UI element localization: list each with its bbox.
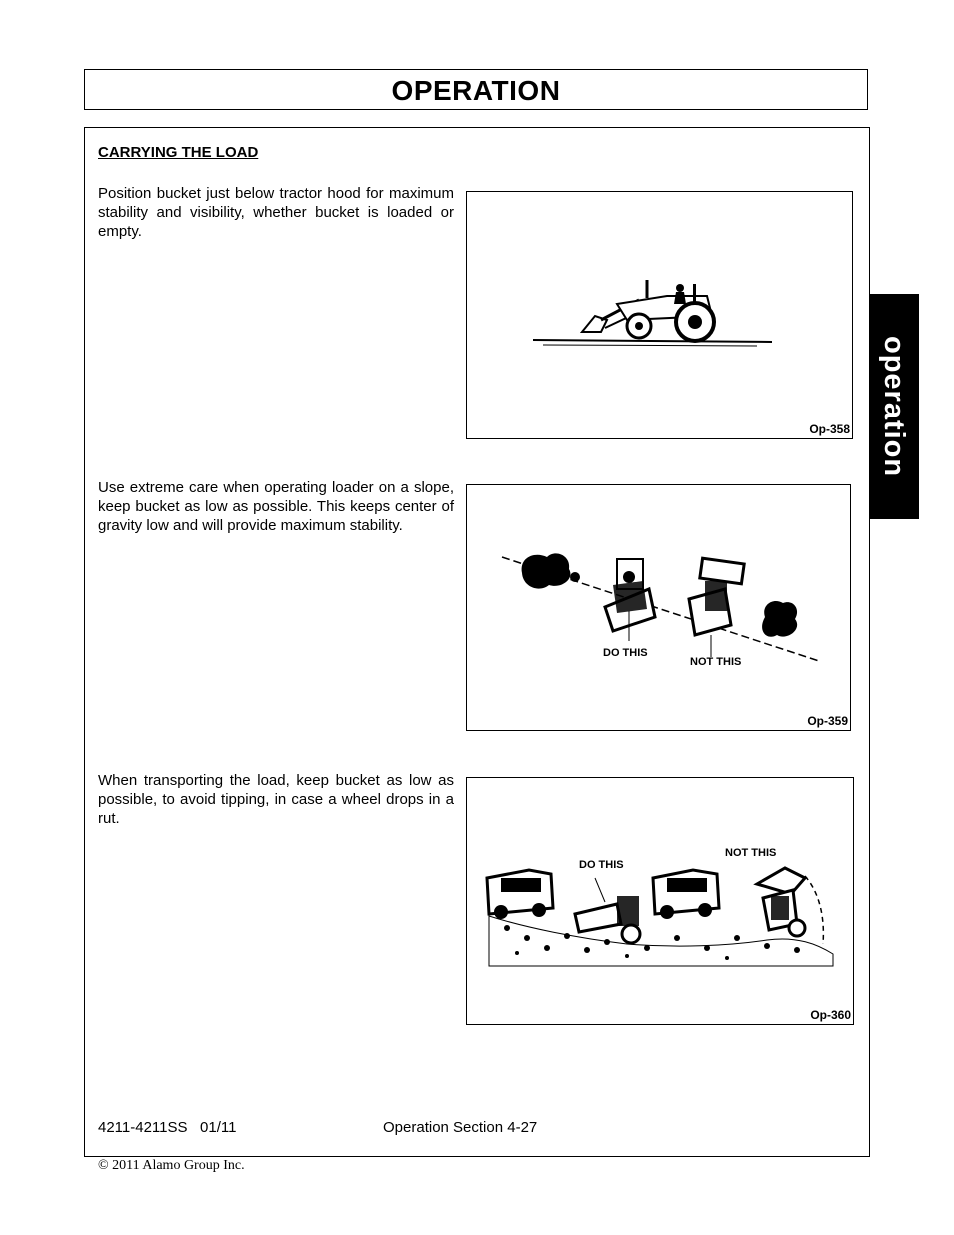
figure-tractor-loader [466, 191, 853, 439]
paragraph-slope-care: Use extreme care when operating loader on a slope, keep bucket as low as possible. This keeps center of gravity low and will provide maximum stability. [98, 479, 454, 534]
transport-illustration [467, 778, 853, 1024]
footer-section-page: Operation Section 4-27 [383, 1119, 538, 1136]
callout-do-this: DO THIS [603, 647, 648, 659]
side-tab-label: operation [878, 335, 910, 478]
callout-do-this: DO THIS [579, 859, 624, 871]
figure-label: Op-358 [809, 422, 850, 436]
section-side-tab [869, 294, 919, 519]
footer-doc-id: 4211-4211SS 01/11 [98, 1119, 237, 1136]
figure-label: Op-359 [807, 714, 848, 728]
copyright-notice: © 2011 Alamo Group Inc. [98, 1158, 245, 1173]
figure-label: Op-360 [810, 1008, 851, 1022]
paragraph-transporting: When transporting the load, keep bucket as low as possible, to avoid tipping, in case a wheel drops in a rut. [98, 772, 454, 827]
callout-not-this: NOT THIS [725, 847, 777, 859]
section-heading: CARRYING THE LOAD [98, 144, 259, 161]
tractor-illustration [467, 192, 852, 438]
slope-illustration [467, 485, 850, 730]
callout-not-this: NOT THIS [690, 656, 742, 668]
page-title: OPERATION [391, 75, 561, 106]
figure-slope-operation [466, 484, 851, 731]
paragraph-bucket-position: Position bucket just below tractor hood for maximum stability and visibility, whether bucket is loaded or empty. [98, 185, 454, 240]
figure-transport-load [466, 777, 854, 1025]
header-box [84, 69, 868, 110]
